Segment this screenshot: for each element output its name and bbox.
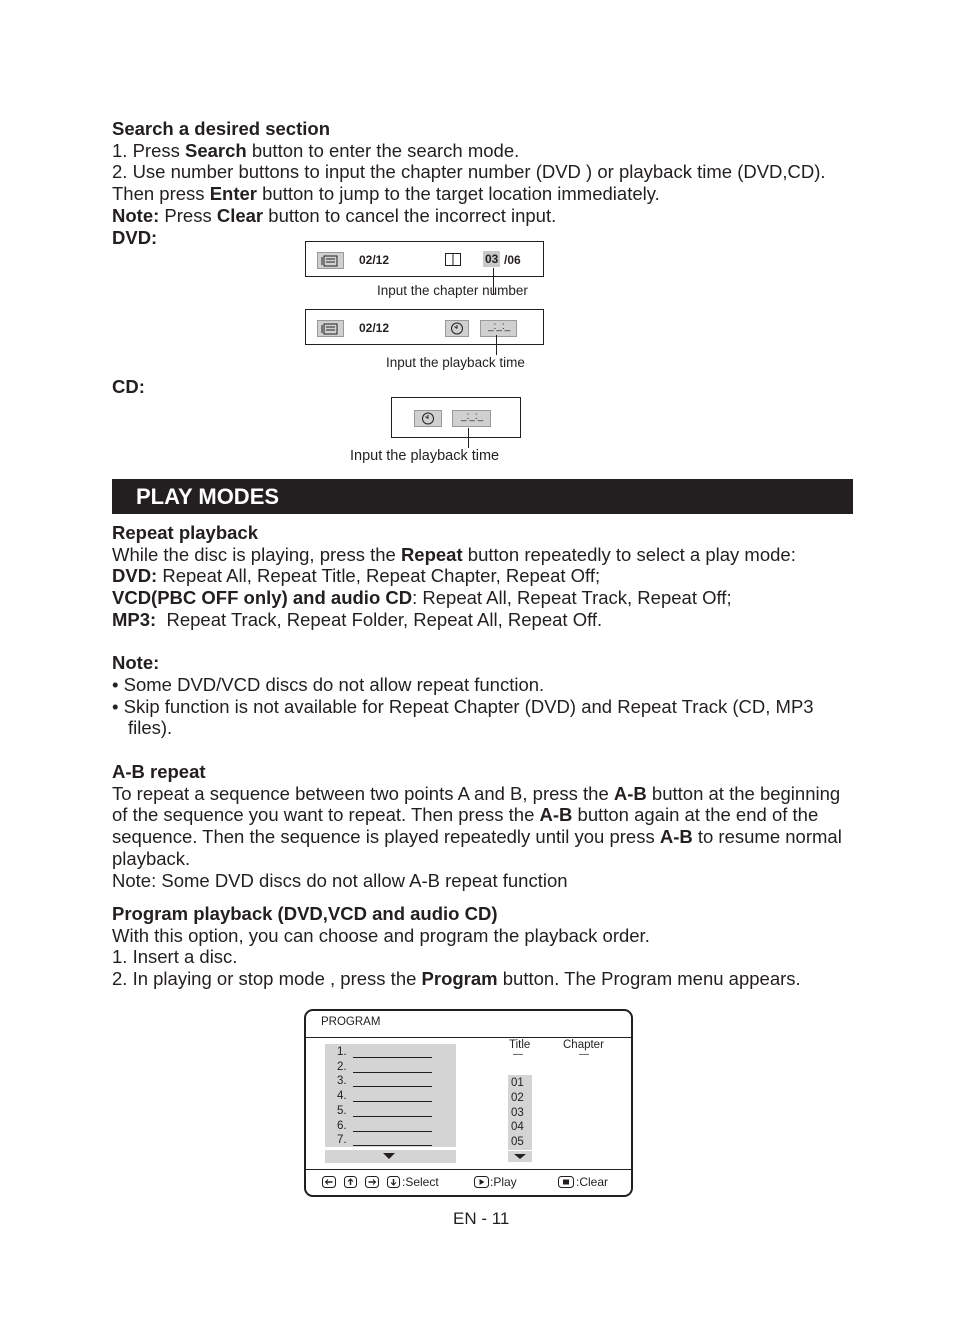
osd-chapter-current: 03	[485, 252, 499, 266]
title-option[interactable]: 04	[511, 1121, 524, 1134]
program-slot[interactable]	[337, 1090, 449, 1104]
arrow-down-icon	[514, 1154, 526, 1160]
clock-icon	[414, 410, 442, 427]
program-slot-blank	[353, 1057, 432, 1058]
ab-line-4: playback.	[112, 847, 191, 869]
ab-note: Note: Some DVD discs do not allow A-B repeat function	[112, 869, 568, 891]
divider	[306, 1037, 631, 1038]
legend-play	[474, 1175, 517, 1194]
arrow-down-icon	[383, 1153, 395, 1160]
repeat-intro: While the disc is playing, press the Repeat button repeatedly to select a play mode:	[112, 543, 796, 565]
dvd-label: DVD:	[112, 226, 158, 248]
osd-chapter-total: /06	[504, 253, 521, 267]
title-scroll-down[interactable]	[508, 1151, 532, 1162]
col-title: Title	[509, 1039, 531, 1051]
time-input-field: _:_:_	[452, 410, 491, 427]
search-step-2: 2. Use number buttons to input the chapter number (DVD ) or playback time (DVD,CD).	[112, 161, 826, 183]
caption-time-cd: Input the playback time	[350, 448, 500, 464]
program-slot-list[interactable]	[325, 1044, 456, 1147]
repeat-note-2-cont: files).	[128, 717, 173, 739]
repeat-heading: Repeat playback	[112, 522, 259, 543]
program-slot-number: 5.	[337, 1104, 347, 1117]
title-option[interactable]: 03	[511, 1106, 524, 1119]
page-number: EN - 11	[453, 1209, 510, 1228]
program-slot-blank	[353, 1086, 432, 1087]
program-slot-number: 6.	[337, 1119, 347, 1132]
clock-icon	[445, 320, 469, 337]
caption-chapter: Input the chapter number	[377, 283, 528, 298]
col-chapter-dash: —	[579, 1049, 589, 1060]
clear-icon	[558, 1175, 576, 1189]
repeat-note-heading: Note:	[112, 652, 160, 674]
ab-line-1: To repeat a sequence between two points A and B, press the A-B button at the beginning	[112, 782, 841, 804]
program-menu	[304, 1009, 633, 1197]
program-line-3: 2. In playing or stop mode , press the Program button. The Program menu appears.	[112, 968, 801, 990]
title-icon	[317, 320, 344, 337]
search-section	[112, 118, 857, 248]
program-heading: Program playback (DVD,VCD and audio CD)	[112, 903, 498, 924]
repeat-note-2: • Skip function is not available for Repeat Chapter (DVD) and Repeat Track (CD, MP3	[112, 695, 814, 717]
program-section	[112, 903, 857, 990]
program-slot-number: 3.	[337, 1075, 347, 1088]
legend-select	[322, 1175, 439, 1191]
slot-scroll-down[interactable]	[325, 1150, 456, 1163]
time-input-field: _:_:_	[480, 320, 517, 337]
section-title: PLAY MODES	[136, 484, 280, 509]
navigation-keys-icon	[322, 1175, 402, 1189]
program-line-1: With this option, you can choose and program the playback order.	[112, 924, 650, 946]
program-slot-blank	[353, 1101, 432, 1102]
title-option[interactable]: 05	[511, 1136, 524, 1149]
divider	[306, 1169, 631, 1170]
title-option[interactable]: 02	[511, 1091, 524, 1104]
legend-clear-label: :Clear	[576, 1175, 609, 1189]
program-slot-number: 2.	[337, 1060, 347, 1073]
search-then-enter: Then press Enter button to jump to the target location immediately.	[112, 183, 660, 205]
dvd-time-osd	[305, 309, 544, 345]
program-slot-number: 4.	[337, 1090, 347, 1103]
program-slot-number: 7.	[337, 1134, 347, 1147]
title-option[interactable]: 01	[511, 1077, 524, 1089]
legend-clear	[558, 1175, 609, 1194]
callout-line	[496, 335, 497, 355]
repeat-dvd-modes: DVD: Repeat All, Repeat Title, Repeat Chapter, Repeat Off;	[112, 565, 601, 587]
play-icon	[474, 1175, 490, 1189]
repeat-mp3-modes: MP3: Repeat Track, Repeat Folder, Repeat All, Repeat Off.	[112, 608, 603, 630]
repeat-vcd-modes: VCD(PBC OFF only) and audio CD: Repeat All, Repeat Track, Repeat Off;	[112, 587, 732, 609]
osd-title-value: 02/12	[359, 253, 390, 267]
program-slot[interactable]	[337, 1134, 449, 1148]
program-slot[interactable]	[337, 1105, 449, 1119]
program-slot[interactable]	[337, 1061, 449, 1075]
legend-select-label: :Select	[402, 1175, 439, 1189]
program-slot-number: 1.	[337, 1046, 347, 1058]
chapter-icon	[445, 253, 461, 271]
program-line-2: 1. Insert a disc.	[112, 946, 238, 968]
ab-section	[112, 761, 857, 891]
dvd-chapter-osd	[305, 241, 544, 277]
legend-play-label: :Play	[490, 1175, 517, 1189]
title-list[interactable]	[508, 1075, 532, 1150]
title-icon	[317, 252, 344, 269]
program-menu-title: PROGRAM	[321, 1016, 381, 1028]
search-heading: Search a desired section	[112, 118, 330, 139]
program-slot-blank	[353, 1116, 432, 1117]
ab-heading: A-B repeat	[112, 761, 206, 782]
col-title-dash: —	[513, 1049, 523, 1060]
ab-line-2: of the sequence you want to repeat. Then press the A-B button again at the end of the	[112, 804, 819, 826]
repeat-note-1: • Some DVD/VCD discs do not allow repeat function.	[112, 673, 545, 695]
program-slot[interactable]	[337, 1120, 449, 1134]
callout-line	[468, 428, 469, 448]
program-slot-blank	[353, 1072, 432, 1073]
search-note: Note: Press Clear button to cancel the incorrect input.	[112, 204, 557, 226]
caption-time-dvd: Input the playback time	[386, 355, 525, 370]
ab-line-3: sequence. Then the sequence is played repeatedly until you press A-B to resume normal	[112, 826, 842, 848]
cd-time-osd	[391, 397, 521, 438]
program-slot[interactable]	[337, 1046, 449, 1060]
osd-title-value: 02/12	[359, 321, 390, 335]
program-slot[interactable]	[337, 1075, 449, 1089]
search-step-1: 1. Press Search button to enter the search mode.	[112, 139, 520, 161]
repeat-section	[112, 522, 857, 739]
program-slot-blank	[353, 1131, 432, 1132]
col-chapter: Chapter	[563, 1039, 604, 1051]
cd-label: CD:	[112, 376, 145, 397]
program-slot-blank	[353, 1145, 432, 1146]
section-banner	[112, 479, 853, 514]
